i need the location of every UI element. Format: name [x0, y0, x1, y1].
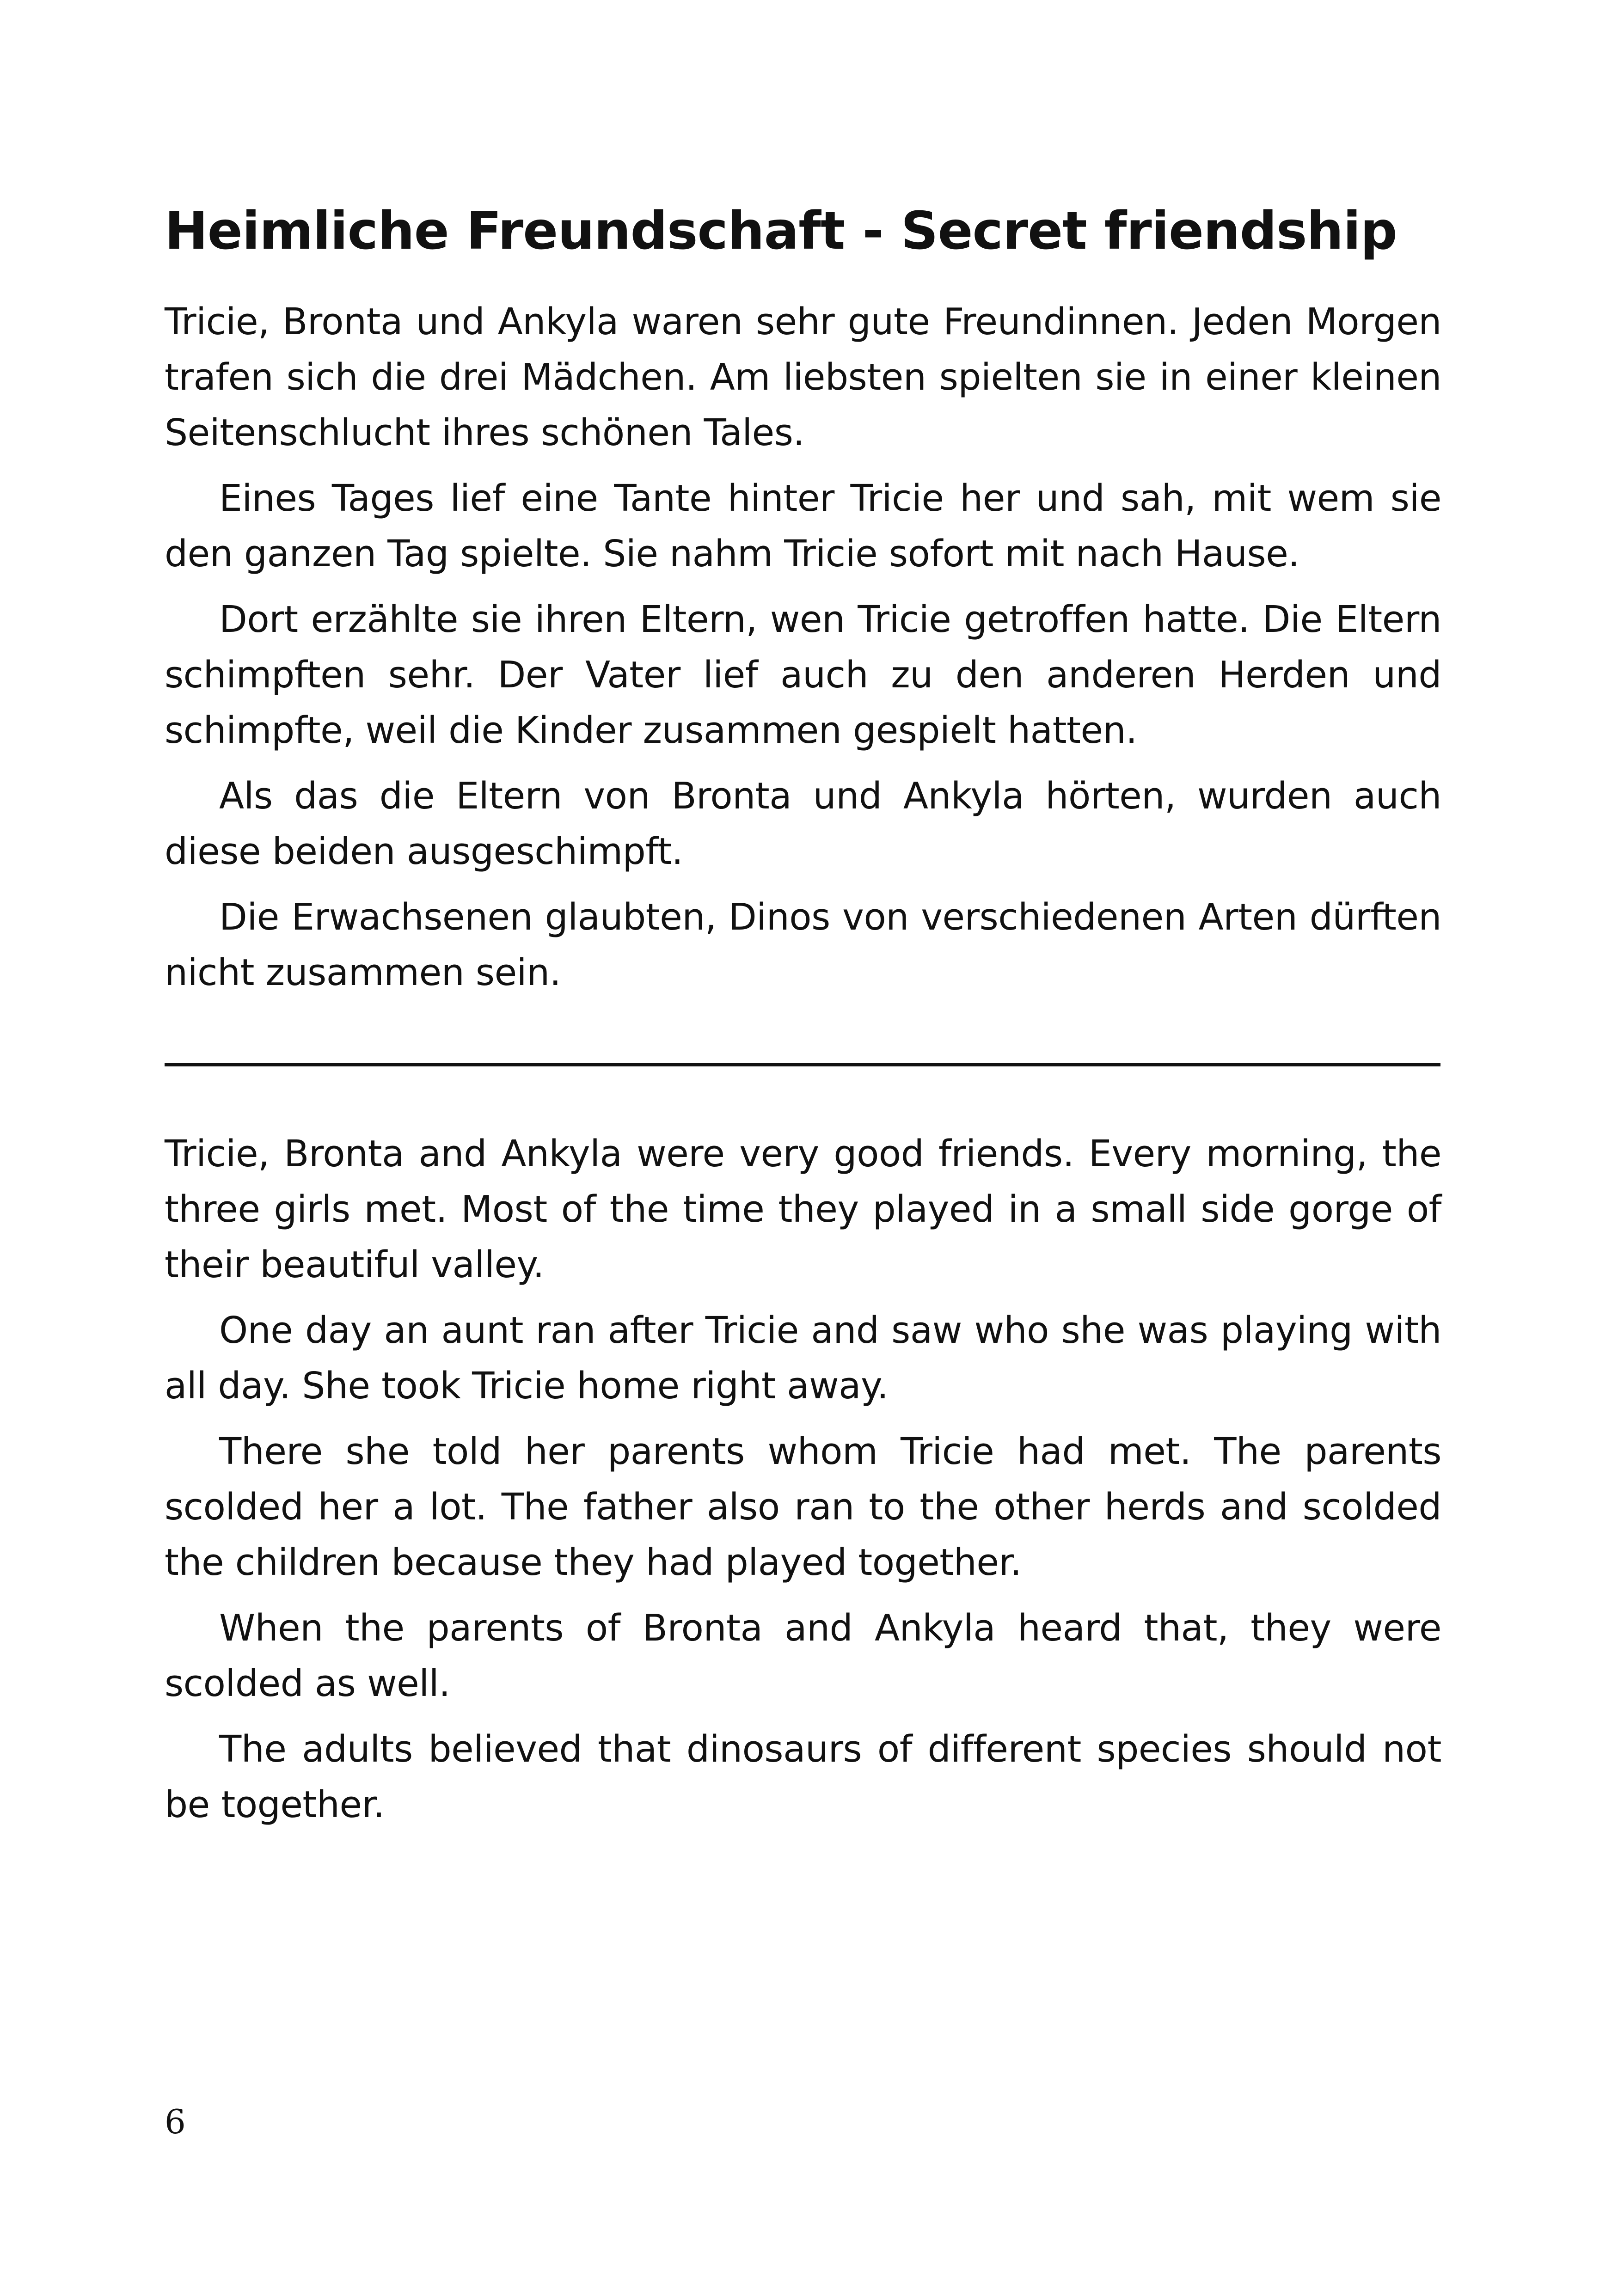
german-paragraph: Als das die Eltern von Bronta und Ankyla hörten, wurden auch diese beiden ausgeschimpft. [165, 775, 1441, 873]
page-title: Heimliche Freundschaft - Secret friendship [165, 201, 1397, 261]
german-paragraph: Tricie, Bronta und Ankyla waren sehr gute Freundinnen. Jeden Morgen trafen sich die drei Mädchen. Am liebsten spielten sie in einer kleinen Seitenschlucht ihres schönen Tales. [165, 300, 1441, 454]
english-paragraph: When the parents of Bronta and Ankyla heard that, they were scolded as well. [165, 1607, 1441, 1705]
german-text-section [165, 294, 1441, 1010]
page-number: 6 [165, 2102, 186, 2141]
english-text-section [165, 1126, 1441, 1843]
section-divider [165, 1063, 1440, 1066]
english-paragraph: The adults believed that dinosaurs of different species should not be together. [165, 1728, 1441, 1826]
english-paragraph: Tricie, Bronta and Ankyla were very good friends. Every morning, the three girls met. Most of the time they played in a small side gorge of their beautiful valley. [165, 1133, 1441, 1286]
german-paragraph: Eines Tages lief eine Tante hinter Tricie her und sah, mit wem sie den ganzen Tag spielte. Sie nahm Tricie sofort mit nach Hause. [165, 477, 1441, 575]
german-paragraph: Dort erzählte sie ihren Eltern, wen Tricie getroffen hatte. Die Eltern schimpften sehr. Der Vater lief auch zu den anderen Herden und schimpfte, weil die Kinder zusammen gespielt hatten. [165, 598, 1441, 752]
english-paragraph: One day an aunt ran after Tricie and saw who she was playing with all day. She took Tricie home right away. [165, 1309, 1441, 1407]
german-paragraph: Die Erwachsenen glaubten, Dinos von verschiedenen Arten dürften nicht zusammen sein. [165, 896, 1441, 994]
english-paragraph: There she told her parents whom Tricie had met. The parents scolded her a lot. The father also ran to the other herds and scolded the children because they had played together. [165, 1430, 1441, 1584]
